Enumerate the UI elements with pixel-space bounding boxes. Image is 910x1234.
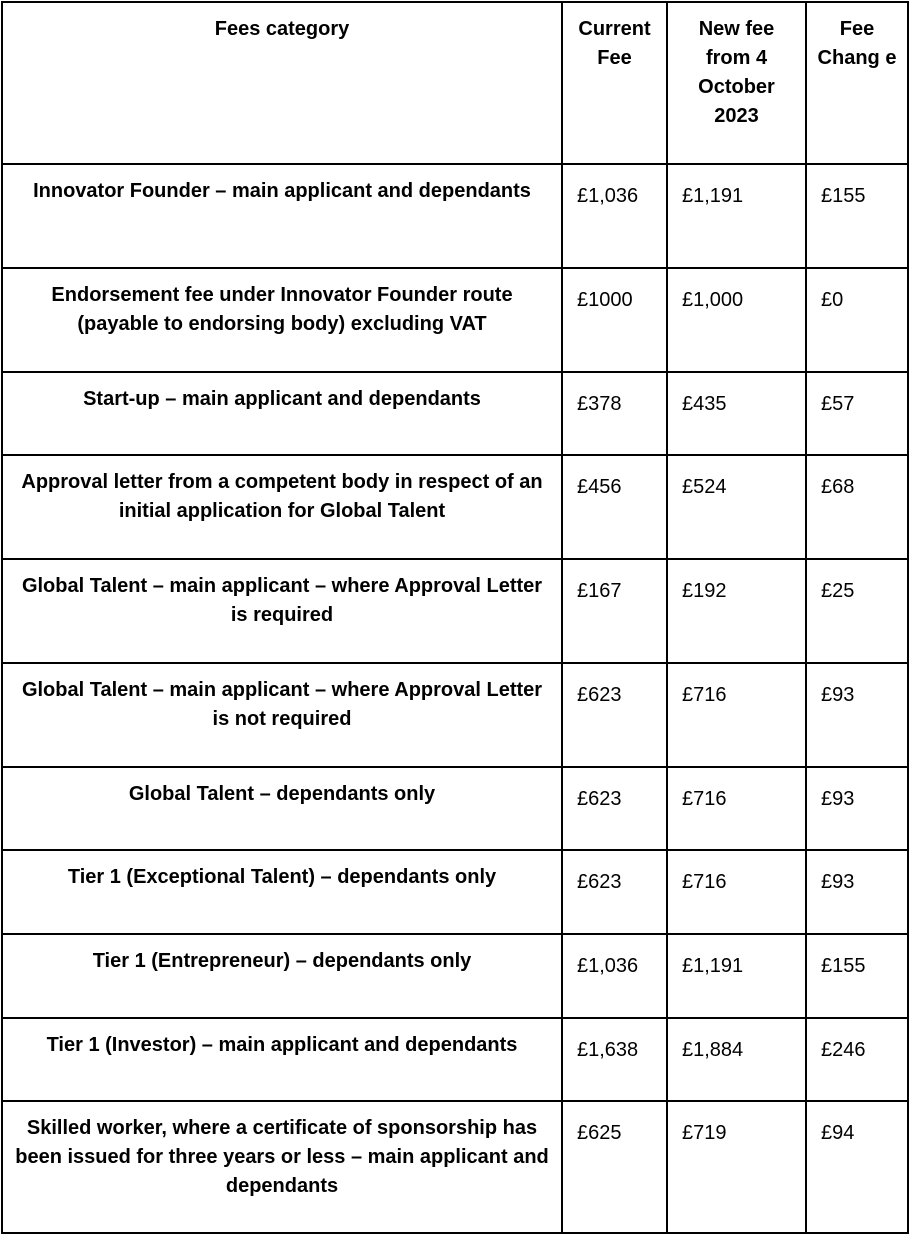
current-fee-cell: £378 (562, 372, 667, 455)
fee-change-cell: £57 (806, 372, 908, 455)
table-row (2, 663, 908, 767)
current-fee-cell: £623 (562, 663, 667, 767)
current-fee-cell: £1,036 (562, 164, 667, 268)
new-fee-cell: £716 (667, 663, 806, 767)
fee-change-cell: £68 (806, 455, 908, 559)
new-fee-cell: £719 (667, 1101, 806, 1233)
fee-category-cell: Global Talent – main applicant – where Approval Letter is required (2, 559, 562, 663)
fee-category-cell: Tier 1 (Investor) – main applicant and dependants (2, 1018, 562, 1101)
header-new-fee: New fee from 4 October 2023 (667, 2, 806, 164)
new-fee-cell: £1,884 (667, 1018, 806, 1101)
header-row (2, 2, 908, 164)
table-row (2, 372, 908, 455)
fee-change-cell: £25 (806, 559, 908, 663)
fee-category-cell: Approval letter from a competent body in respect of an initial application for Global Talent (2, 455, 562, 559)
new-fee-cell: £435 (667, 372, 806, 455)
fee-change-cell: £94 (806, 1101, 908, 1233)
current-fee-cell: £167 (562, 559, 667, 663)
fee-category-cell: Global Talent – dependants only (2, 767, 562, 850)
current-fee-cell: £625 (562, 1101, 667, 1233)
table-row (2, 559, 908, 663)
fee-change-cell: £246 (806, 1018, 908, 1101)
fee-category-cell: Endorsement fee under Innovator Founder route (payable to endorsing body) excluding VAT (2, 268, 562, 372)
header-current-fee: Current Fee (562, 2, 667, 164)
current-fee-cell: £456 (562, 455, 667, 559)
table-row (2, 850, 908, 934)
table-row (2, 1018, 908, 1101)
new-fee-cell: £1,000 (667, 268, 806, 372)
table-row (2, 767, 908, 850)
table-row (2, 455, 908, 559)
current-fee-cell: £623 (562, 850, 667, 934)
table-row (2, 268, 908, 372)
current-fee-cell: £623 (562, 767, 667, 850)
fee-category-cell: Tier 1 (Entrepreneur) – dependants only (2, 934, 562, 1018)
fee-category-cell: Tier 1 (Exceptional Talent) – dependants only (2, 850, 562, 934)
current-fee-cell: £1,036 (562, 934, 667, 1018)
new-fee-cell: £524 (667, 455, 806, 559)
fee-change-cell: £155 (806, 934, 908, 1018)
new-fee-cell: £1,191 (667, 934, 806, 1018)
new-fee-cell: £192 (667, 559, 806, 663)
fee-category-cell: Skilled worker, where a certificate of sponsorship has been issued for three years or less – main applicant and dependants (2, 1101, 562, 1233)
current-fee-cell: £1,638 (562, 1018, 667, 1101)
fee-change-cell: £155 (806, 164, 908, 268)
fees-table (1, 1, 909, 1234)
header-fees-category: Fees category (2, 2, 562, 164)
fee-change-cell: £0 (806, 268, 908, 372)
table-row (2, 164, 908, 268)
new-fee-cell: £1,191 (667, 164, 806, 268)
current-fee-cell: £1000 (562, 268, 667, 372)
fee-category-cell: Global Talent – main applicant – where Approval Letter is not required (2, 663, 562, 767)
fee-change-cell: £93 (806, 850, 908, 934)
fee-change-cell: £93 (806, 767, 908, 850)
header-fee-change: Fee Chang e (806, 2, 908, 164)
table-row (2, 1101, 908, 1233)
new-fee-cell: £716 (667, 767, 806, 850)
fee-category-cell: Start-up – main applicant and dependants (2, 372, 562, 455)
new-fee-cell: £716 (667, 850, 806, 934)
fee-category-cell: Innovator Founder – main applicant and dependants (2, 164, 562, 268)
table-row (2, 934, 908, 1018)
fee-change-cell: £93 (806, 663, 908, 767)
